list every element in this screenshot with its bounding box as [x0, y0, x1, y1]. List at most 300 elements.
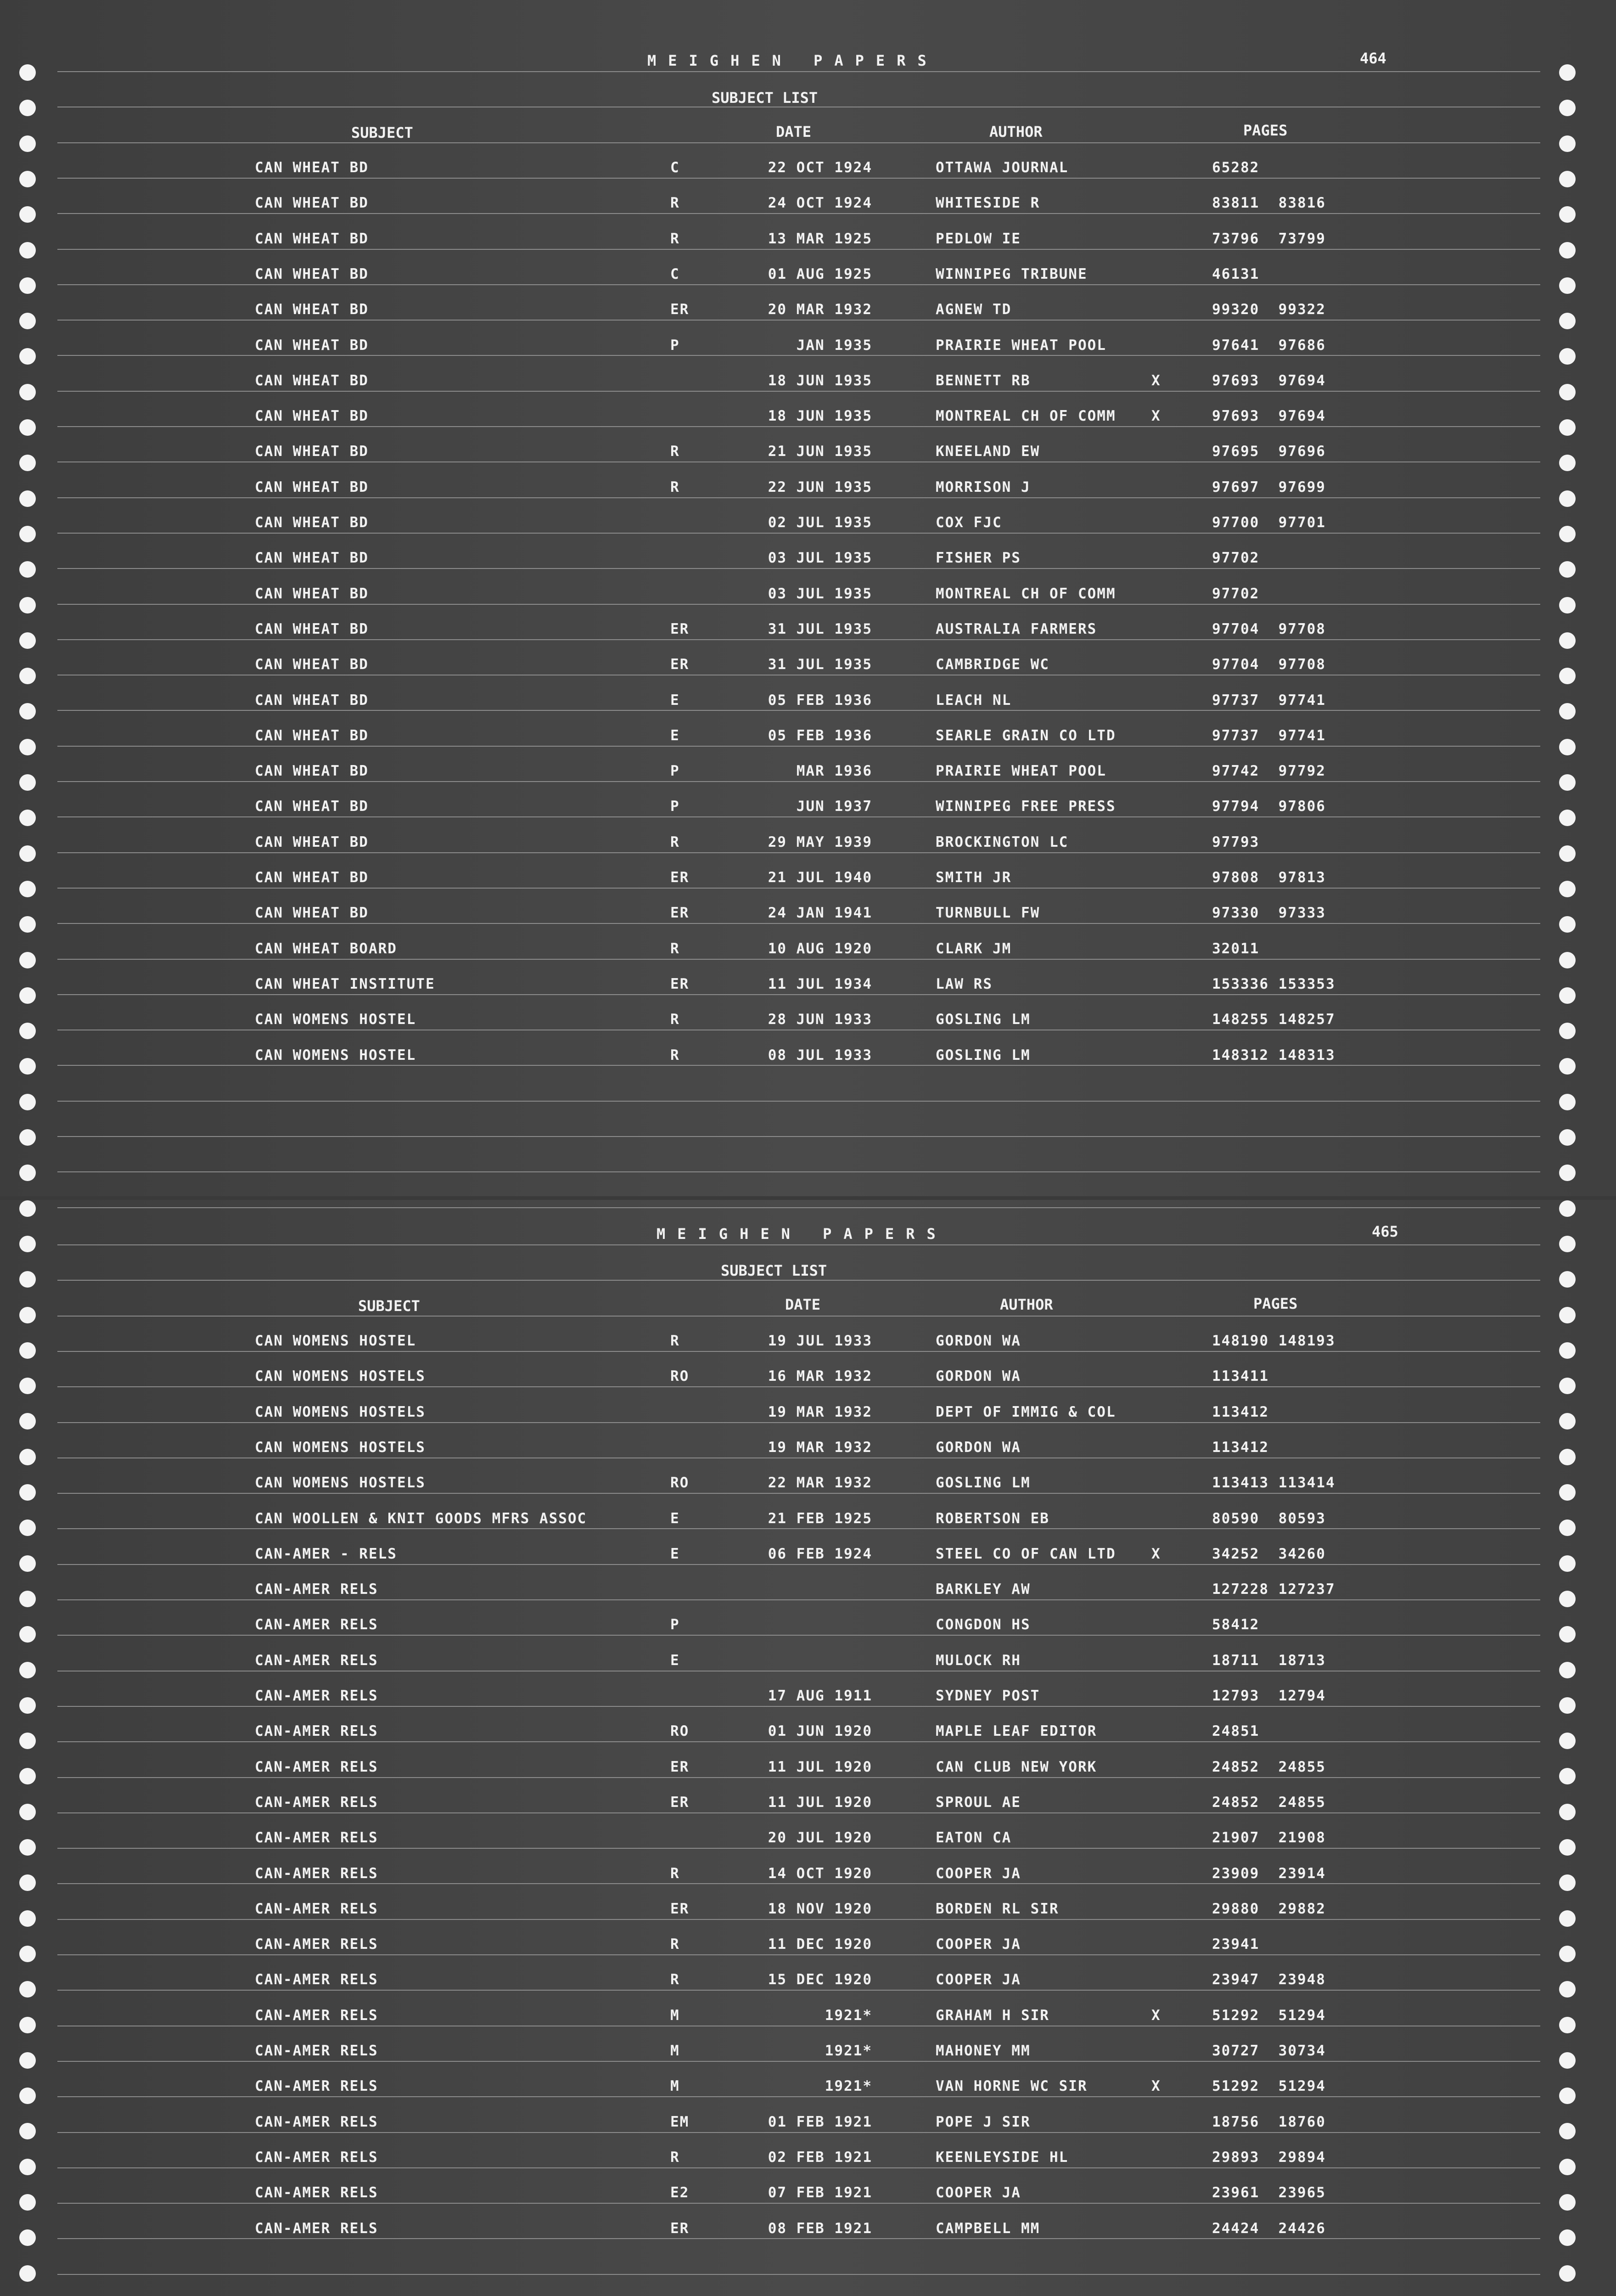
- table-row: [0, 1474, 1616, 1502]
- table-row: [0, 1047, 1616, 1075]
- cell-author: KNEELAND EW: [936, 443, 1040, 460]
- ruled-line: [57, 1171, 1540, 1172]
- sprocket-hole: [1559, 1165, 1576, 1181]
- cell-date: 11 DEC 1920: [768, 1936, 872, 1953]
- sprocket-hole: [19, 135, 36, 152]
- column-header-subject: SUBJECT: [358, 1297, 420, 1315]
- table-row: [0, 408, 1616, 435]
- ruled-line: [57, 533, 1540, 534]
- sprocket-hole: [1559, 64, 1576, 81]
- cell-flag: X: [1151, 372, 1161, 389]
- table-row: [0, 2220, 1616, 2248]
- cell-pages: 80590 80593: [1212, 1510, 1326, 1527]
- cell-date: 18 JUN 1935: [768, 372, 872, 389]
- column-header-pages: PAGES: [1243, 122, 1288, 139]
- cell-subject: CAN-AMER RELS: [255, 1794, 378, 1811]
- cell-pages: 113412: [1212, 1439, 1269, 1456]
- cell-pages: 18711 18713: [1212, 1652, 1326, 1669]
- table-row: [0, 1616, 1616, 1644]
- cell-date: 20 JUL 1920: [768, 1829, 872, 1846]
- table-row: [0, 1404, 1616, 1431]
- cell-author: TURNBULL FW: [936, 905, 1040, 922]
- cell-code: M: [670, 2078, 680, 2095]
- cell-subject: CAN-AMER RELS: [255, 2113, 378, 2130]
- ruled-line: [57, 604, 1540, 605]
- ruled-line: [57, 568, 1540, 569]
- table-row: [0, 869, 1616, 897]
- cell-pages: 97793: [1212, 833, 1260, 850]
- ruled-line: [57, 2274, 1540, 2275]
- ruled-line: [57, 1741, 1540, 1742]
- cell-subject: CAN WHEAT BD: [255, 301, 369, 318]
- cell-pages: 73796 73799: [1212, 230, 1326, 247]
- ruled-line: [57, 320, 1540, 321]
- cell-subject: CAN WHEAT BD: [255, 337, 369, 354]
- cell-code: ER: [670, 656, 690, 673]
- cell-date: 22 OCT 1924: [768, 159, 872, 176]
- cell-author: COOPER JA: [936, 1936, 1021, 1953]
- cell-code: ER: [670, 1794, 690, 1811]
- cell-code: E: [670, 1652, 680, 1669]
- cell-date: 10 AUG 1920: [768, 940, 872, 957]
- cell-date: 01 FEB 1921: [768, 2113, 872, 2130]
- sprocket-hole: [19, 1236, 36, 1252]
- cell-date: 11 JUL 1934: [768, 975, 872, 992]
- subject-list-title: SUBJECT LIST: [712, 89, 818, 107]
- cell-author: GRAHAM H SIR: [936, 2007, 1049, 2024]
- cell-subject: CAN WHEAT BD: [255, 372, 369, 389]
- cell-pages: 23947 23948: [1212, 1971, 1326, 1988]
- ruled-line: [57, 1635, 1540, 1636]
- cell-subject: CAN WHEAT BD: [255, 159, 369, 176]
- cell-subject: CAN WHEAT INSTITUTE: [255, 975, 435, 992]
- cell-date: 31 JUL 1935: [768, 620, 872, 637]
- cell-pages: 46131: [1212, 265, 1260, 282]
- cell-author: ROBERTSON EB: [936, 1510, 1049, 1527]
- cell-pages: 24852 24855: [1212, 1758, 1326, 1775]
- table-row: [0, 301, 1616, 329]
- cell-pages: 23941: [1212, 1936, 1260, 1953]
- ruled-line: [57, 71, 1540, 72]
- cell-author: GOSLING LM: [936, 1474, 1031, 1491]
- cell-author: GOSLING LM: [936, 1011, 1031, 1028]
- cell-subject: CAN WOMENS HOSTELS: [255, 1368, 426, 1385]
- cell-code: R: [670, 1936, 680, 1953]
- cell-pages: 24424 24426: [1212, 2220, 1326, 2237]
- cell-pages: 12793 12794: [1212, 1688, 1326, 1704]
- cell-code: ER: [670, 301, 690, 318]
- cell-pages: 97330 97333: [1212, 905, 1326, 922]
- ruled-line: [57, 1386, 1540, 1387]
- cell-author: KEENLEYSIDE HL: [936, 2149, 1069, 2166]
- table-row: [0, 585, 1616, 613]
- cell-pages: 97737 97741: [1212, 727, 1326, 744]
- ruled-line: [57, 284, 1540, 285]
- cell-subject: CAN-AMER RELS: [255, 1900, 378, 1917]
- cell-code: P: [670, 1616, 680, 1633]
- cell-date: 1921*: [825, 2078, 872, 2095]
- cell-date: 03 JUL 1935: [768, 585, 872, 602]
- cell-date: 03 JUL 1935: [768, 550, 872, 567]
- table-row: [0, 1439, 1616, 1467]
- cell-author: MORRISON J: [936, 478, 1031, 495]
- table-row: [0, 940, 1616, 968]
- cell-flag: X: [1151, 1545, 1161, 1562]
- cell-code: E: [670, 1545, 680, 1562]
- cell-date: 14 OCT 1920: [768, 1865, 872, 1882]
- table-row: [0, 976, 1616, 1003]
- cell-code: M: [670, 2007, 680, 2024]
- cell-pages: 97697 97699: [1212, 478, 1326, 495]
- cell-author: AUSTRALIA FARMERS: [936, 620, 1097, 637]
- cell-subject: CAN WOMENS HOSTEL: [255, 1011, 416, 1028]
- sprocket-hole: [1559, 1307, 1576, 1323]
- cell-code: RO: [670, 1723, 690, 1740]
- sprocket-hole: [1559, 135, 1576, 152]
- ruled-line: [57, 1883, 1540, 1884]
- table-row: [0, 159, 1616, 187]
- ruled-line: [57, 1990, 1540, 1991]
- table-row: [0, 727, 1616, 755]
- table-row: [0, 1011, 1616, 1039]
- table-row: [0, 905, 1616, 932]
- table-row: [0, 1901, 1616, 1928]
- cell-date: 08 FEB 1921: [768, 2220, 872, 2237]
- cell-pages: 83811 83816: [1212, 195, 1326, 212]
- cell-author: BORDEN RL SIR: [936, 1900, 1059, 1917]
- page-header: MEIGHEN PAPERS: [647, 52, 938, 69]
- ruled-line: [57, 1777, 1540, 1778]
- cell-subject: CAN-AMER RELS: [255, 1723, 378, 1740]
- ruled-line: [57, 178, 1540, 179]
- table-row: [0, 1936, 1616, 1964]
- table-row: [0, 2078, 1616, 2105]
- cell-author: POPE J SIR: [936, 2113, 1031, 2130]
- sprocket-hole: [1559, 100, 1576, 116]
- table-row: [0, 337, 1616, 365]
- cell-pages: 148190 148193: [1212, 1333, 1335, 1349]
- page-number: 465: [1372, 1223, 1398, 1240]
- cell-pages: 23909 23914: [1212, 1865, 1326, 1882]
- cell-date: 01 JUN 1920: [768, 1723, 872, 1740]
- cell-code: R: [670, 833, 680, 850]
- cell-subject: CAN-AMER RELS: [255, 1652, 378, 1669]
- cell-author: SMITH JR: [936, 869, 1012, 886]
- cell-author: WINNIPEG TRIBUNE: [936, 265, 1088, 282]
- cell-date: 11 JUL 1920: [768, 1758, 872, 1775]
- cell-subject: CAN-AMER RELS: [255, 2220, 378, 2237]
- cell-code: RO: [670, 1368, 690, 1385]
- cell-subject: CAN WHEAT BD: [255, 727, 369, 744]
- ruled-line: [57, 959, 1540, 960]
- cell-pages: 51292 51294: [1212, 2078, 1326, 2095]
- cell-date: 08 JUL 1933: [768, 1047, 872, 1064]
- cell-pages: 148255 148257: [1212, 1011, 1335, 1028]
- ruled-line: [57, 1528, 1540, 1529]
- ruled-line: [57, 1101, 1540, 1102]
- table-row: [0, 1652, 1616, 1680]
- ruled-line: [57, 710, 1540, 711]
- table-row: [0, 763, 1616, 790]
- table-row: [0, 1723, 1616, 1750]
- cell-subject: CAN-AMER RELS: [255, 2078, 378, 2095]
- table-row: [0, 1865, 1616, 1893]
- cell-date: 16 MAR 1932: [768, 1368, 872, 1385]
- sprocket-hole: [19, 100, 36, 116]
- table-row: [0, 550, 1616, 577]
- page-header: MEIGHEN PAPERS: [656, 1225, 948, 1243]
- cell-subject: CAN WOMENS HOSTEL: [255, 1047, 416, 1064]
- cell-date: 24 OCT 1924: [768, 195, 872, 212]
- sprocket-hole: [19, 1200, 36, 1217]
- ruled-line: [57, 1812, 1540, 1813]
- cell-pages: 97702: [1212, 550, 1260, 567]
- cell-date: JUN 1937: [796, 798, 872, 815]
- ruled-line: [57, 426, 1540, 427]
- cell-date: MAR 1936: [796, 763, 872, 780]
- cell-subject: CAN WHEAT BD: [255, 656, 369, 673]
- sprocket-hole: [19, 64, 36, 81]
- ruled-line: [57, 1244, 1540, 1245]
- cell-pages: 97704 97708: [1212, 656, 1326, 673]
- cell-code: R: [670, 230, 680, 247]
- cell-pages: 58412: [1212, 1616, 1260, 1633]
- cell-pages: 23961 23965: [1212, 2184, 1326, 2201]
- cell-author: OTTAWA JOURNAL: [936, 159, 1069, 176]
- table-row: [0, 798, 1616, 826]
- column-header-author: AUTHOR: [989, 123, 1043, 141]
- cell-author: FISHER PS: [936, 550, 1021, 567]
- cell-code: ER: [670, 620, 690, 637]
- page-separator: [0, 1196, 1616, 1200]
- table-row: [0, 656, 1616, 684]
- cell-code: EM: [670, 2113, 690, 2130]
- cell-author: PRAIRIE WHEAT POOL: [936, 763, 1106, 780]
- cell-date: 18 JUN 1935: [768, 408, 872, 425]
- cell-code: R: [670, 940, 680, 957]
- cell-code: ER: [670, 869, 690, 886]
- cell-pages: 97702: [1212, 585, 1260, 602]
- ruled-line: [57, 1065, 1540, 1066]
- cell-pages: 97794 97806: [1212, 798, 1326, 815]
- cell-subject: CAN-AMER RELS: [255, 2149, 378, 2166]
- cell-pages: 65282: [1212, 159, 1260, 176]
- cell-flag: X: [1151, 408, 1161, 425]
- cell-subject: CAN WOMENS HOSTELS: [255, 1474, 426, 1491]
- cell-date: 02 FEB 1921: [768, 2149, 872, 2166]
- cell-date: 18 NOV 1920: [768, 1900, 872, 1917]
- cell-date: 15 DEC 1920: [768, 1971, 872, 1988]
- cell-date: 1921*: [825, 2007, 872, 2024]
- cell-date: 13 MAR 1925: [768, 230, 872, 247]
- cell-code: P: [670, 763, 680, 780]
- ruled-line: [57, 1422, 1540, 1423]
- cell-author: PRAIRIE WHEAT POOL: [936, 337, 1106, 354]
- cell-pages: 32011: [1212, 940, 1260, 957]
- cell-code: R: [670, 1865, 680, 1882]
- cell-author: LAW RS: [936, 975, 993, 992]
- table-row: [0, 1510, 1616, 1538]
- ruled-line: [57, 1316, 1540, 1317]
- cell-code: C: [670, 265, 680, 282]
- ruled-line: [57, 1848, 1540, 1849]
- table-row: [0, 692, 1616, 720]
- cell-author: GORDON WA: [936, 1333, 1021, 1349]
- cell-subject: CAN-AMER RELS: [255, 1688, 378, 1704]
- cell-subject: CAN-AMER RELS: [255, 2007, 378, 2024]
- cell-subject: CAN WOMENS HOSTELS: [255, 1403, 426, 1420]
- cell-pages: 97693 97694: [1212, 372, 1326, 389]
- cell-subject: CAN-AMER RELS: [255, 1758, 378, 1775]
- cell-date: 21 JUL 1940: [768, 869, 872, 886]
- cell-date: 19 MAR 1932: [768, 1439, 872, 1456]
- cell-subject: CAN-AMER RELS: [255, 1616, 378, 1633]
- table-row: [0, 2007, 1616, 2035]
- cell-subject: CAN WOMENS HOSTEL: [255, 1333, 416, 1349]
- ruled-line: [57, 497, 1540, 498]
- cell-author: BENNETT RB: [936, 372, 1031, 389]
- cell-subject: CAN WHEAT BD: [255, 833, 369, 850]
- ruled-line: [57, 746, 1540, 747]
- table-row: [0, 2184, 1616, 2212]
- cell-date: 01 AUG 1925: [768, 265, 872, 282]
- ruled-line: [57, 2203, 1540, 2204]
- cell-pages: 113413 113414: [1212, 1474, 1335, 1491]
- table-row: [0, 231, 1616, 258]
- sprocket-hole: [19, 1307, 36, 1323]
- cell-code: ER: [670, 1900, 690, 1917]
- cell-code: P: [670, 337, 680, 354]
- cell-subject: CAN WHEAT BD: [255, 798, 369, 815]
- cell-pages: 153336 153353: [1212, 975, 1335, 992]
- cell-subject: CAN WHEAT BD: [255, 443, 369, 460]
- table-row: [0, 1759, 1616, 1786]
- cell-code: R: [670, 443, 680, 460]
- cell-subject: CAN WHEAT BD: [255, 408, 369, 425]
- cell-subject: CAN WHEAT BD: [255, 195, 369, 212]
- cell-author: SYDNEY POST: [936, 1688, 1040, 1704]
- cell-pages: 99320 99322: [1212, 301, 1326, 318]
- cell-author: BARKLEY AW: [936, 1581, 1031, 1598]
- cell-date: 02 JUL 1935: [768, 514, 872, 531]
- cell-author: CAN CLUB NEW YORK: [936, 1758, 1097, 1775]
- cell-code: R: [670, 1971, 680, 1988]
- cell-subject: CAN WHEAT BOARD: [255, 940, 397, 957]
- sprocket-hole: [19, 1165, 36, 1181]
- ruled-line: [57, 1280, 1540, 1281]
- ruled-line: [57, 2061, 1540, 2062]
- cell-subject: CAN-AMER RELS: [255, 2043, 378, 2059]
- cell-date: 24 JAN 1941: [768, 905, 872, 922]
- cell-pages: 97695 97696: [1212, 443, 1326, 460]
- cell-date: 1921*: [825, 2043, 872, 2059]
- sprocket-hole: [1559, 2265, 1576, 2282]
- cell-pages: 30727 30734: [1212, 2043, 1326, 2059]
- ruled-line: [57, 888, 1540, 889]
- cell-pages: 97704 97708: [1212, 620, 1326, 637]
- cell-code: ER: [670, 905, 690, 922]
- cell-code: E: [670, 727, 680, 744]
- cell-date: 07 FEB 1921: [768, 2184, 872, 2201]
- cell-flag: X: [1151, 2007, 1161, 2024]
- cell-pages: 148312 148313: [1212, 1047, 1335, 1064]
- cell-pages: 21907 21908: [1212, 1829, 1326, 1846]
- cell-date: 21 FEB 1925: [768, 1510, 872, 1527]
- cell-subject: CAN WHEAT BD: [255, 265, 369, 282]
- table-row: [0, 621, 1616, 648]
- cell-date: 31 JUL 1935: [768, 656, 872, 673]
- ruled-line: [57, 1919, 1540, 1920]
- ruled-line: [57, 1351, 1540, 1352]
- subject-list-title: SUBJECT LIST: [721, 1262, 827, 1279]
- cell-subject: CAN WHEAT BD: [255, 230, 369, 247]
- cell-pages: 24851: [1212, 1723, 1260, 1740]
- cell-date: 22 MAR 1932: [768, 1474, 872, 1491]
- column-header-author: AUTHOR: [1000, 1296, 1053, 1313]
- table-row: [0, 1546, 1616, 1573]
- cell-pages: 97641 97686: [1212, 337, 1326, 354]
- cell-pages: 24852 24855: [1212, 1794, 1326, 1811]
- cell-author: COX FJC: [936, 514, 1002, 531]
- ruled-line: [57, 1493, 1540, 1494]
- cell-pages: 97742 97792: [1212, 763, 1326, 780]
- sprocket-hole: [1559, 1236, 1576, 1252]
- cell-author: EATON CA: [936, 1829, 1012, 1846]
- cell-subject: CAN-AMER RELS: [255, 2184, 378, 2201]
- cell-subject: CAN WOMENS HOSTELS: [255, 1439, 426, 1456]
- cell-pages: 127228 127237: [1212, 1581, 1335, 1598]
- cell-author: WHITESIDE R: [936, 195, 1040, 212]
- cell-author: SEARLE GRAIN CO LTD: [936, 727, 1116, 744]
- cell-date: 21 JUN 1935: [768, 443, 872, 460]
- ruled-line: [57, 1207, 1540, 1208]
- ruled-line: [57, 355, 1540, 356]
- table-row: [0, 1829, 1616, 1857]
- cell-code: R: [670, 1047, 680, 1064]
- column-header-pages: PAGES: [1253, 1295, 1298, 1312]
- table-row: [0, 1688, 1616, 1715]
- cell-pages: 113412: [1212, 1403, 1269, 1420]
- cell-subject: CAN WHEAT BD: [255, 585, 369, 602]
- ruled-line: [57, 2132, 1540, 2133]
- cell-subject: CAN WOOLLEN & KNIT GOODS MFRS ASSOC: [255, 1510, 587, 1527]
- cell-pages: 18756 18760: [1212, 2113, 1326, 2130]
- cell-pages: 51292 51294: [1212, 2007, 1326, 2024]
- cell-author: COOPER JA: [936, 1865, 1021, 1882]
- cell-code: ER: [670, 975, 690, 992]
- cell-date: 06 FEB 1924: [768, 1545, 872, 1562]
- column-header-subject: SUBJECT: [351, 124, 413, 141]
- cell-author: CONGDON HS: [936, 1616, 1031, 1633]
- cell-code: R: [670, 195, 680, 212]
- cell-author: AGNEW TD: [936, 301, 1012, 318]
- table-row: [0, 1581, 1616, 1609]
- cell-pages: 29880 29882: [1212, 1900, 1326, 1917]
- cell-date: 11 JUL 1920: [768, 1794, 872, 1811]
- ruled-line: [57, 639, 1540, 640]
- ruled-line: [57, 1564, 1540, 1565]
- ruled-line: [57, 461, 1540, 462]
- table-row: [0, 2149, 1616, 2177]
- cell-subject: CAN WHEAT BD: [255, 620, 369, 637]
- cell-author: GORDON WA: [936, 1439, 1021, 1456]
- cell-code: R: [670, 478, 680, 495]
- cell-subject: CAN WHEAT BD: [255, 514, 369, 531]
- cell-code: ER: [670, 2220, 690, 2237]
- sprocket-hole: [1559, 1094, 1576, 1110]
- cell-subject: CAN-AMER RELS: [255, 1829, 378, 1846]
- ruled-line: [57, 852, 1540, 853]
